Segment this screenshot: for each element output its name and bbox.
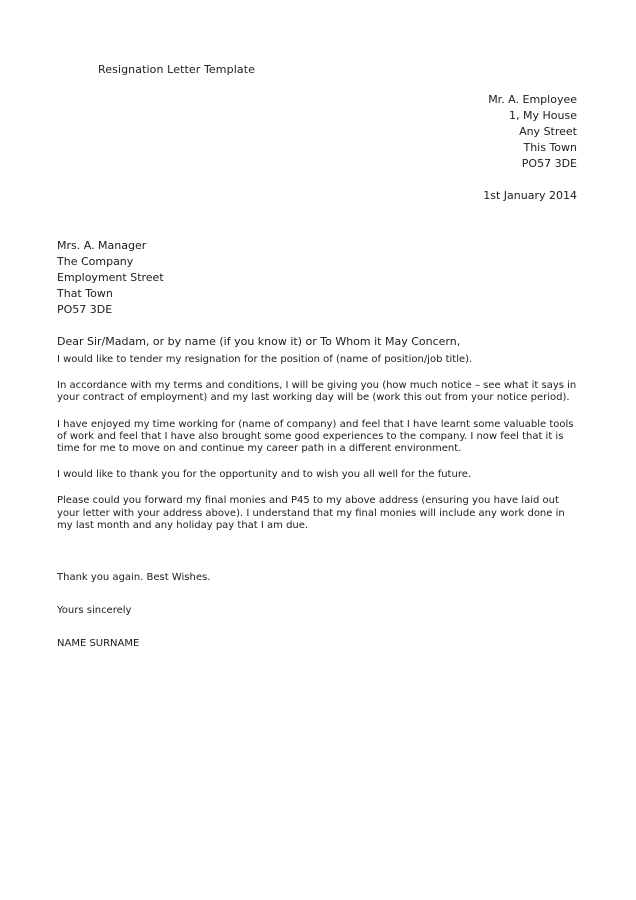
closing-sign-off: Yours sincerely [57, 605, 132, 617]
body-paragraph: I would like to thank you for the opportunity and to wish you all well for the future. [57, 469, 472, 481]
recipient-address-line: Mrs. A. Manager [57, 239, 147, 252]
signature-name: NAME SURNAME [57, 638, 140, 650]
body-paragraph: I would like to tender my resignation for the position of (name of position/job title). [57, 354, 473, 365]
sender-address-line: Any Street [519, 125, 577, 138]
closing-thanks: Thank you again. Best Wishes. [57, 572, 211, 583]
recipient-address-line: Employment Street [57, 271, 164, 284]
sender-address-line: Mr. A. Employee [488, 93, 577, 106]
sender-address-block [488, 92, 577, 172]
sender-address-line: This Town [523, 141, 577, 154]
recipient-address-block [57, 238, 164, 318]
sender-address-line: 1, My House [509, 109, 577, 122]
page-title: Resignation Letter Template [98, 63, 255, 76]
salutation: Dear Sir/Madam, or by name (if you know it) or To Whom it May Concern, [57, 335, 461, 348]
letter-date: 1st January 2014 [483, 189, 577, 202]
letter-body [57, 354, 579, 532]
sender-address-line: PO57 3DE [521, 157, 577, 170]
recipient-address-line: PO57 3DE [57, 303, 113, 316]
recipient-address-line: That Town [57, 287, 113, 300]
body-paragraph: Please could you forward my final monies and P45 to my above address (ensuring you have laid out your letter with your address above). I understand that my final monies will include any work done in my last month and any holiday pay that I am due. [57, 495, 565, 531]
body-paragraph: In accordance with my terms and conditions, I will be giving you (how much notice – see what it says in your contract of employment) and my last working day will be (work this out from your notice period). [57, 380, 577, 404]
recipient-address-line: The Company [57, 255, 134, 268]
body-paragraph: I have enjoyed my time working for (name of company) and feel that I have learnt some valuable tools of work and feel that I have also brought some good experiences to the company. I now feel that it is time for me to move on and continue my career path in a different environment. [57, 418, 574, 455]
letter-closing [57, 572, 210, 651]
